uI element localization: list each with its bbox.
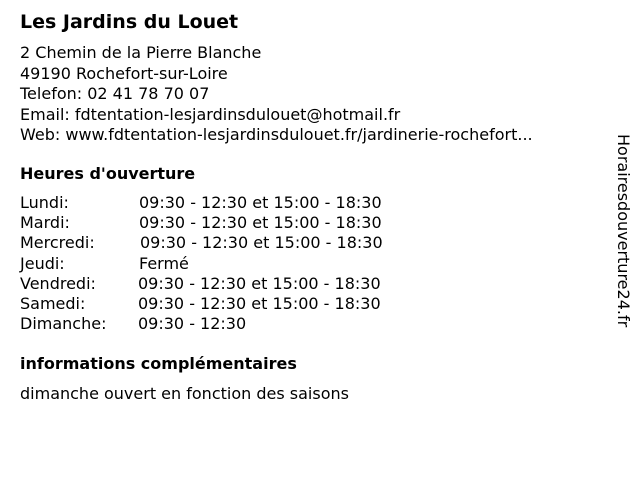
website-link[interactable]: Web: www.fdtentation-lesjardinsdulouet.fr/jardinerie-rochefort... [20,125,533,144]
day-hours: 09:30 - 12:30 et 15:00 - 18:30 [140,233,383,253]
day-label: Mercredi: [20,233,95,253]
day-label: Dimanche: [20,314,107,334]
day-hours: 09:30 - 12:30 et 15:00 - 18:30 [138,293,381,313]
watermark [613,134,633,370]
day-hours: 09:30 - 12:30 [138,314,247,334]
opening-hours-heading: Heures d'ouverture [20,164,196,183]
day-label: Mardi: [20,213,70,233]
day-hours: 09:30 - 12:30 et 15:00 - 18:30 [138,273,381,293]
day-label: Samedi: [20,293,86,313]
additional-info-text: dimanche ouvert en fonction des saisons [20,384,349,403]
day-label: Jeudi: [20,253,65,273]
additional-info-heading: informations complémentaires [20,354,297,373]
address-line-street: 2 Chemin de la Pierre Blanche [20,43,262,62]
business-name: Les Jardins du Louet [20,11,239,33]
day-hours: Fermé [139,253,189,273]
day-hours: 09:30 - 12:30 et 15:00 - 18:30 [139,213,382,233]
day-hours: 09:30 - 12:30 et 15:00 - 18:30 [139,193,382,212]
watermark-text: Horairesdouverture24.fr [614,134,633,328]
day-label: Vendredi: [20,273,96,293]
day-label: Lundi: [20,193,69,212]
address-line-city: 49190 Rochefort-sur-Loire [20,63,228,83]
phone-number[interactable]: Telefon: 02 41 78 70 07 [20,84,210,103]
contact-block [20,43,533,146]
email-address[interactable]: Email: fdtentation-lesjardinsdulouet@hotmail.fr [20,104,401,124]
